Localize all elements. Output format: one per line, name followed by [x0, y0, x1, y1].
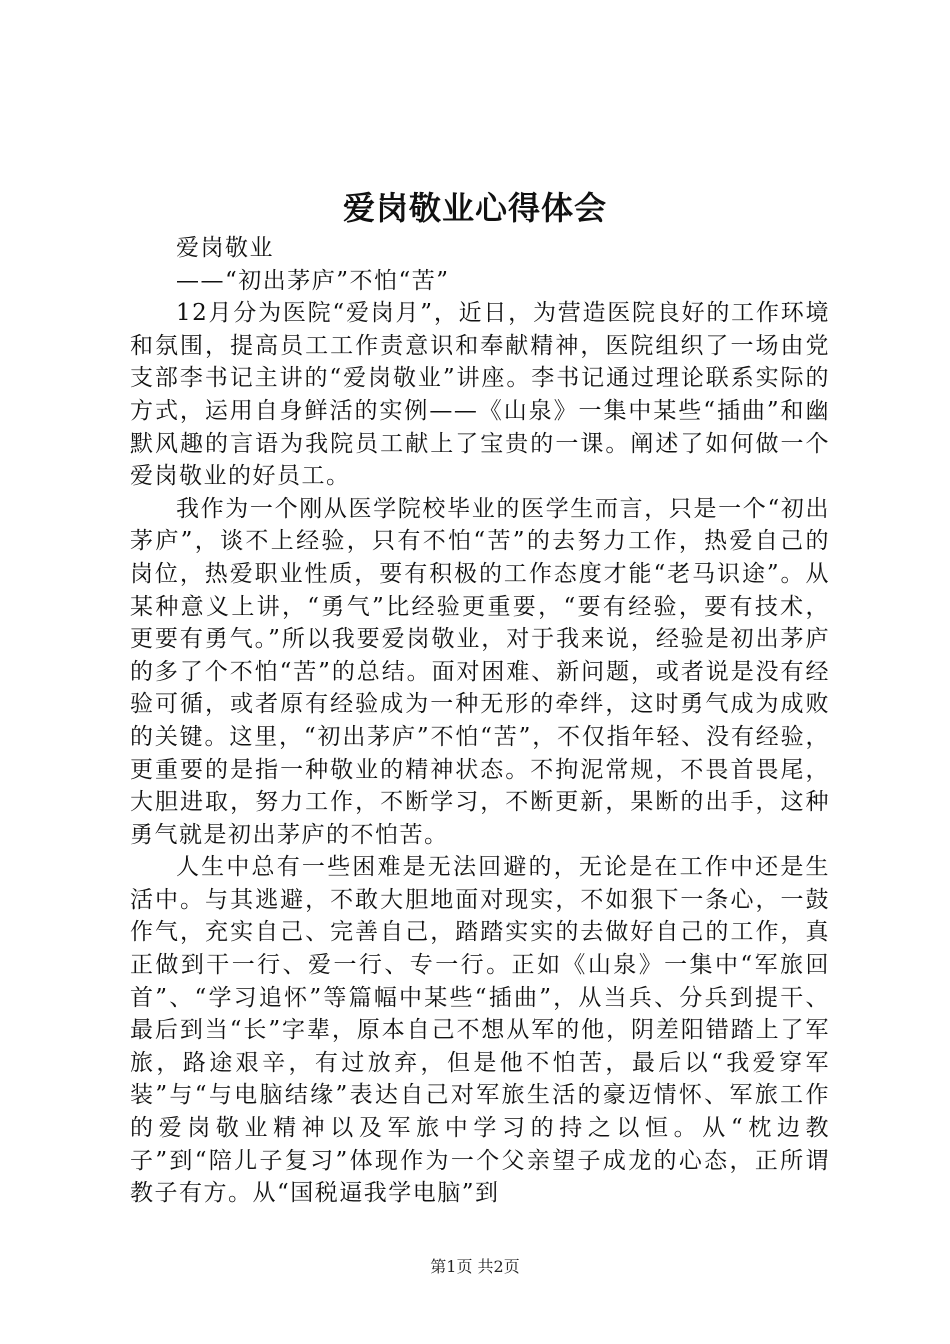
paragraph-2: 我作为一个刚从医学院校毕业的医学生而言，只是一个“初出茅庐”，谈不上经验，只有不怕“苦”的去努力工作，热爱自己的岗位，热爱职业性质，要有积极的工作态度才能“老马识途”。从某种意义上讲，“勇气”比经验更重要，“要有经验，要有技术，更要有勇气。”所以我要爱岗敬业，对于我来说，经验是初出茅庐的多了个不怕“苦”的总结。面对困难、新问题，或者说是没有经验可循，或者原有经验成为一种无形的牵绊，这时勇气成为成败的关键。这里，“初出茅庐”不怕“苦”，不仅指年轻、没有经验，更重要的是指一种敬业的精神状态。不拘泥常规，不畏首畏尾，大胆进取，努力工作，不断学习，不断更新，果断的出手，这种勇气就是初出茅庐的不怕苦。: [130, 495, 830, 848]
subtitle: ——“初出茅庐”不怕“苦”: [176, 267, 450, 294]
document-body: [130, 232, 830, 1210]
paragraph-1: 12月分为医院“爱岗月”，近日，为营造医院良好的工作环境和氛围，提高员工工作责意识和奉献精神，医院组织了一场由党支部李书记主讲的“爱岗敬业”讲座。李书记通过理论联系实际的方式，运用自身鲜活的实例——《山泉》一集中某些“插曲”和幽默风趣的言语为我院员工献上了宝贵的一课。阐述了如何做一个爱岗敬业的好员工。: [130, 300, 830, 490]
document-title: 爱岗敬业心得体会: [342, 189, 607, 227]
subheading: 爱岗敬业: [176, 235, 274, 261]
page-indicator: 第1页 共2页: [430, 1257, 520, 1276]
paragraph-3: 人生中总有一些困难是无法回避的，无论是在工作中还是生活中。与其逃避，不敢大胆地面对现实，不如狠下一条心，一鼓作气，充实自己、完善自己，踏踏实实的去做好自己的工作，真正做到干一行、爱一行、专一行。正如《山泉》一集中“军旅回首”、“学习追怀”等篇幅中某些“插曲”，从当兵、分兵到提干、最后到当“长”字辈，原本自己不想从军的他，阴差阳错踏上了军旅，路途艰辛，有过放弃，但是他不怕苦，最后以“我爱穿军装”与“与电脑结缘”表达自己对军旅生活的豪迈情怀、军旅工作的爱岗敬业精神以及军旅中学习的持之以恒。从“枕边教子”到“陪儿子复习”体现作为一个父亲望子成龙的心态，正所谓教子有方。从“国税逼我学电脑”到: [130, 854, 830, 1207]
